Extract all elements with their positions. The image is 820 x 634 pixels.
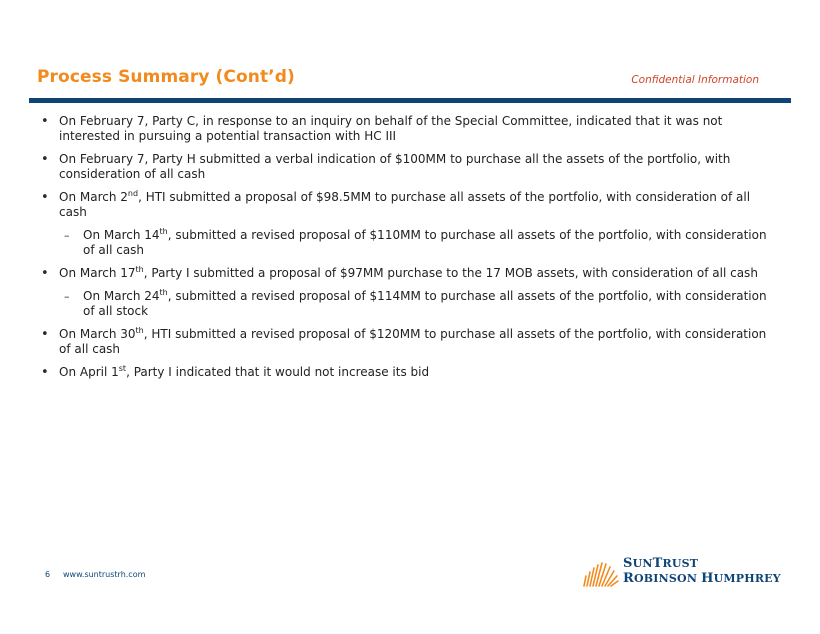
dash-marker: – bbox=[64, 290, 70, 303]
list-item-sub bbox=[36, 228, 776, 258]
ordinal-suffix: th bbox=[135, 265, 144, 274]
ordinal-suffix: th bbox=[135, 326, 144, 335]
bullet-text: On February 7, Party C, in response to an inquiry on behalf of the Special Committee, indicated that it was not interested in pursuing a potential transaction with HC III bbox=[59, 114, 723, 143]
ordinal-suffix: st bbox=[118, 364, 127, 373]
list-item-sub bbox=[36, 289, 776, 319]
title-divider bbox=[29, 98, 791, 103]
bullet-text: , HTI submitted a proposal of $98.5MM to purchase all assets of the portfolio, with consideration of all cash bbox=[59, 190, 751, 219]
dash-marker: – bbox=[64, 229, 70, 242]
ordinal-suffix: th bbox=[159, 288, 168, 297]
page-number: 6 bbox=[45, 570, 51, 579]
ordinal-suffix: nd bbox=[127, 189, 139, 198]
bullet-text: On March 14 bbox=[83, 228, 160, 242]
bullet-list bbox=[36, 114, 776, 388]
bullet-marker: • bbox=[41, 152, 49, 167]
bullet-text: , Party I indicated that it would not increase its bid bbox=[126, 365, 430, 379]
bullet-text: , submitted a revised proposal of $114MM to purchase all assets of the portfolio, with consideration of all stock bbox=[83, 289, 767, 318]
bullet-text: On February 7, Party H submitted a verbal indication of $100MM to purchase all the assets of the portfolio, with consideration of all cash bbox=[59, 152, 731, 181]
list-item bbox=[36, 152, 776, 182]
bullet-text: On March 30 bbox=[59, 327, 136, 341]
list-item bbox=[36, 266, 776, 281]
bullet-text: , submitted a revised proposal of $110MM to purchase all assets of the portfolio, with consideration of all cash bbox=[83, 228, 767, 257]
bullet-marker: • bbox=[41, 365, 49, 380]
list-item bbox=[36, 327, 776, 357]
confidential-label: Confidential Information bbox=[631, 74, 759, 86]
bullet-text: On March 24 bbox=[83, 289, 160, 303]
bullet-text: , HTI submitted a revised proposal of $120MM to purchase all assets of the portfolio, with consideration of all cash bbox=[59, 327, 767, 356]
logo-text-line2: ROBINSON HUMPHREY bbox=[623, 571, 781, 586]
list-item bbox=[36, 365, 776, 380]
page-title: Process Summary (Cont’d) bbox=[37, 67, 295, 87]
bullet-text: , Party I submitted a proposal of $97MM purchase to the 17 MOB assets, with consideration of all cash bbox=[143, 266, 758, 280]
list-item bbox=[36, 190, 776, 220]
logo-text-line1: SUNTRUST bbox=[623, 556, 699, 571]
bullet-text: On March 2 bbox=[59, 190, 128, 204]
bullet-text: On April 1 bbox=[59, 365, 119, 379]
bullet-marker: • bbox=[41, 190, 49, 205]
ordinal-suffix: th bbox=[159, 227, 168, 236]
bullet-marker: • bbox=[41, 266, 49, 281]
suntrust-logo bbox=[580, 552, 781, 592]
footer-url: www.suntrustrh.com bbox=[63, 570, 146, 579]
bullet-marker: • bbox=[41, 114, 49, 129]
list-item bbox=[36, 114, 776, 144]
sunburst-icon bbox=[580, 558, 620, 588]
bullet-text: On March 17 bbox=[59, 266, 136, 280]
bullet-marker: • bbox=[41, 327, 49, 342]
